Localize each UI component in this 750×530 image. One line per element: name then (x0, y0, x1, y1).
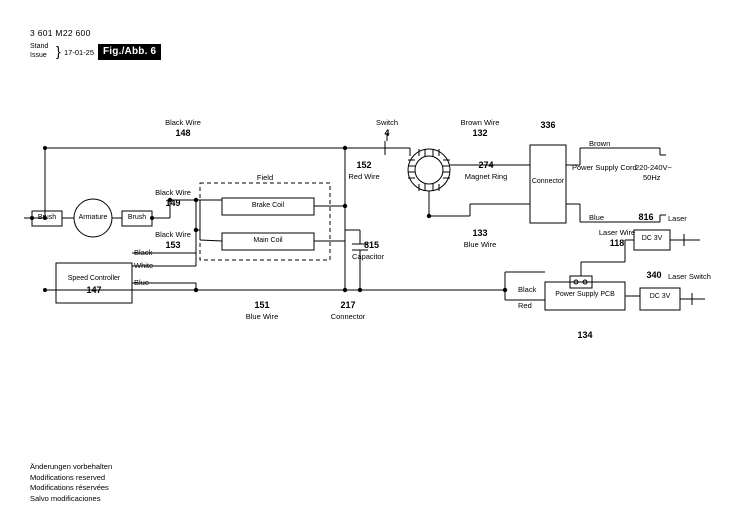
label-brown-wire-132-number: 132 (472, 128, 488, 138)
power-supply-cord-label: Power Supply Cord (572, 163, 637, 172)
label-black-wire-153-text: Black Wire (155, 230, 191, 239)
brace-glyph: } (56, 43, 61, 59)
field-label: Field (256, 173, 274, 182)
wire-color-brown-mains: Brown (589, 139, 611, 148)
label-laser-switch-number: 340 (646, 270, 662, 280)
label-connector-217-text: Connector (330, 312, 366, 321)
wire-color-black-pcb: Black (518, 285, 537, 294)
stand-label: Stand (30, 43, 49, 50)
footer-line-de: Änderungen vorbehalten (30, 462, 113, 471)
issue-label: Issue (30, 51, 47, 59)
brush-left-label: Brush (37, 214, 57, 221)
mains-frequency: 50Hz (643, 173, 661, 182)
label-laser-number: 816 (638, 212, 654, 222)
connector-336-label: Connector (531, 178, 565, 185)
label-black-wire-149-number: 149 (165, 198, 181, 208)
wire-color-blue-mains: Blue (589, 213, 605, 222)
label-switch-number: 4 (384, 128, 390, 138)
wire-color-black-top: Black (134, 248, 153, 257)
label-red-wire-152-number: 152 (356, 160, 372, 170)
label-black-wire-149-text: Black Wire (155, 188, 191, 197)
figure-badge: Fig./Abb. 6 (98, 44, 161, 60)
speed-controller-label: Speed Controller (67, 275, 121, 282)
label-blue-wire-133-number: 133 (472, 228, 488, 238)
wire-color-white: White (134, 261, 154, 270)
footer-line-es: Salvo modificaciones (30, 493, 101, 503)
label-blue-wire-151-number: 151 (254, 300, 270, 310)
label-pcb-number: 134 (577, 330, 593, 340)
mains-voltage: 220-240V~ (635, 163, 672, 172)
dc3v-top-label: DC 3V (641, 235, 663, 242)
issue-date: 17-01-25 (64, 48, 95, 57)
footer-line-en: Modifications reserved (30, 472, 106, 482)
label-black-wire-153-number: 153 (165, 240, 181, 250)
label-laser-text: Laser (668, 214, 687, 223)
label-blue-wire-151-text: Blue Wire (245, 312, 279, 321)
wire-color-red-pcb: Red (518, 301, 532, 310)
dc3v-bottom-label: DC 3V (649, 293, 671, 300)
label-connector-336-number: 336 (540, 120, 556, 130)
label-capacitor-number: 815 (364, 240, 380, 250)
footer-line-fr: Modifications réservées (30, 483, 109, 492)
label-connector-217-number: 217 (340, 300, 356, 310)
power-supply-pcb-label: Power Supply PCB (555, 291, 615, 298)
brake-coil-label: Brake Coil (251, 202, 285, 209)
footer-notes (30, 462, 112, 504)
speed-controller-number: 147 (86, 285, 102, 295)
brush-right-label: Brush (127, 214, 147, 221)
armature-label: Armature (78, 214, 108, 221)
label-switch-text: Switch (375, 118, 399, 127)
label-black-wire-148-number: 148 (175, 128, 191, 138)
label-laser-wire-text: Laser Wire (598, 228, 636, 237)
label-capacitor-text: Capacitor (352, 252, 385, 261)
label-brown-wire-132-text: Brown Wire (460, 118, 500, 127)
label-black-wire-148-text: Black Wire (165, 118, 201, 127)
label-magnet-ring-number: 274 (478, 160, 494, 170)
label-laser-wire-number: 118 (609, 238, 625, 248)
label-red-wire-152-text: Red Wire (348, 172, 380, 181)
main-coil-label: Main Coil (253, 237, 283, 244)
part-number: 3 601 M22 600 (30, 28, 91, 38)
label-blue-wire-133-text: Blue Wire (463, 240, 497, 249)
wire-color-blue-sc: Blue (134, 278, 150, 287)
label-laser-switch-text: Laser Switch (668, 272, 711, 281)
label-magnet-ring-text: Magnet Ring (464, 172, 508, 181)
